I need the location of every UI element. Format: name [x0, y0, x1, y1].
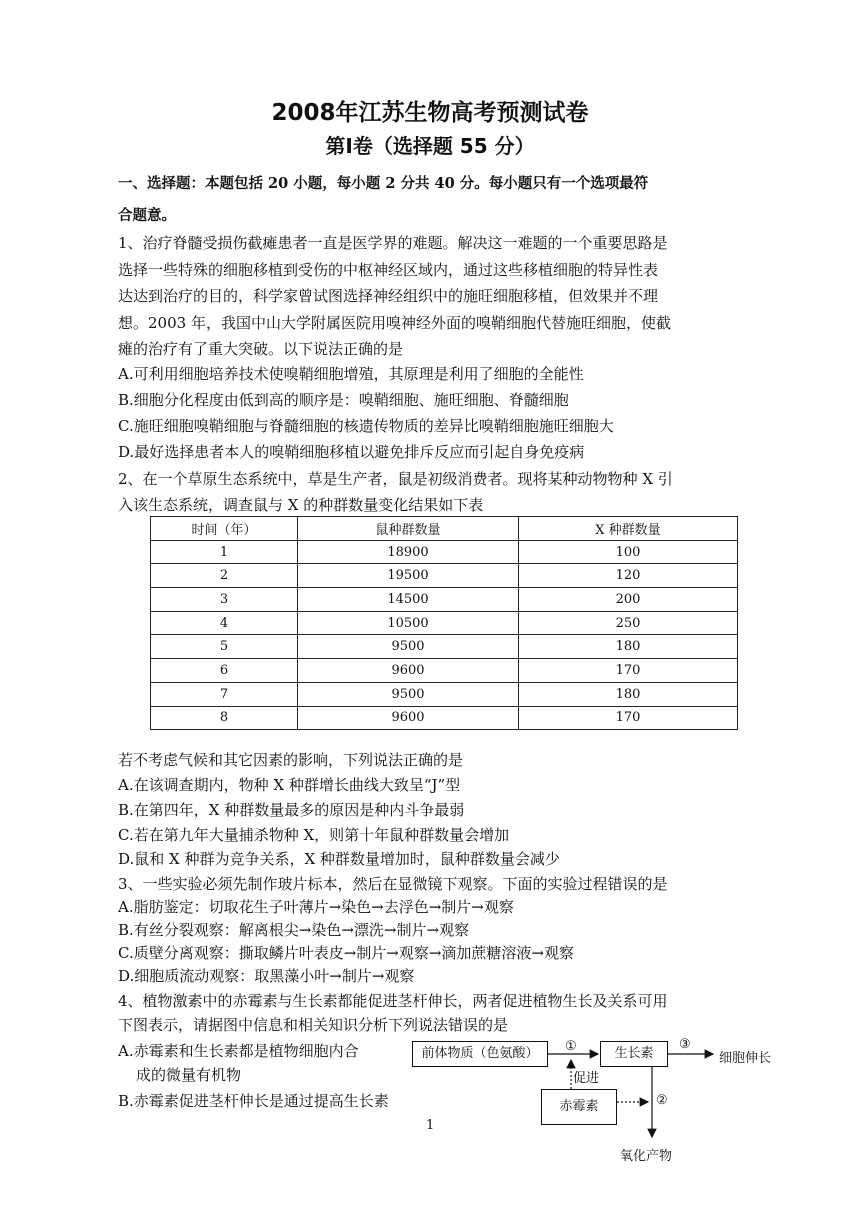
- table-row: [151, 706, 738, 730]
- table-row: [151, 611, 738, 635]
- table-cell: 14500: [298, 588, 519, 612]
- q2-option-a: A.在该调查期内，物种 X 种群增长曲线大致呈“J”型: [118, 776, 461, 794]
- auxin-box: [600, 1041, 668, 1067]
- table-cell: 1: [151, 540, 298, 564]
- table-row: [151, 635, 738, 659]
- table-cell: 6: [151, 659, 298, 683]
- q3-stem-line: 3、一些实验必须先制作玻片标本，然后在显微镜下观察。下面的实验过程错误的是: [118, 875, 668, 893]
- table-cell: 9500: [298, 635, 519, 659]
- gibberellin-label: 赤霉素: [559, 1099, 599, 1114]
- promote-label: 促进: [573, 1071, 600, 1086]
- q4-stem-line: 下图表示，请据图中信息和相关知识分析下列说法错误的是: [118, 1016, 509, 1034]
- table-row: [151, 564, 738, 588]
- table-cell: 250: [519, 611, 738, 635]
- q1-stem-line: 选择一些特殊的细胞移植到受伤的中枢神经区域内，通过这些移植细胞的特异性表: [118, 261, 659, 279]
- table-cell: 180: [519, 635, 738, 659]
- q3-option-b: B.有丝分裂观察：解离根尖→染色→漂洗→制片→观察: [118, 921, 470, 939]
- table-cell: 8: [151, 706, 298, 730]
- table-cell: 10500: [298, 611, 519, 635]
- step-1-label: ①: [565, 1039, 577, 1054]
- table-header-row: [151, 517, 738, 541]
- population-table: [150, 516, 738, 730]
- q4-option-a-line1: A.赤霉素和生长素都是植物细胞内合: [118, 1042, 359, 1060]
- table-cell: 19500: [298, 564, 519, 588]
- q3-option-c: C.质壁分离观察：撕取鳞片叶表皮→制片→观察→滴加蔗糖溶液→观察: [118, 944, 574, 962]
- table-cell: 5: [151, 635, 298, 659]
- q2-option-d: D.鼠和 X 种群为竞争关系，X 种群数量增加时，鼠种群数量会减少: [118, 850, 560, 868]
- precursor-box: [412, 1041, 548, 1067]
- q1-stem-line: 1、治疗脊髓受损伤截瘫患者一直是医学界的难题。解决这一难题的一个重要思路是: [118, 234, 668, 252]
- table-row: [151, 682, 738, 706]
- page-title: 2008年江苏生物高考预测试卷: [271, 100, 589, 126]
- table-cell: 7: [151, 682, 298, 706]
- table-row: [151, 540, 738, 564]
- table-cell: 9500: [298, 682, 519, 706]
- oxidation-label: 氧化产物: [620, 1149, 673, 1164]
- table-cell: 2: [151, 564, 298, 588]
- table-cell: 180: [519, 682, 738, 706]
- table-cell: 9600: [298, 659, 519, 683]
- page-number: 1: [426, 1118, 435, 1133]
- q1-option-d: D.最好选择患者本人的嗅鞘细胞移植以避免排斥反应而引起自身免疫病: [118, 443, 585, 461]
- table-cell: 120: [519, 564, 738, 588]
- hormone-diagram: [405, 1035, 805, 1165]
- q2-option-c: C.若在第九年大量捕杀物种 X，则第十年鼠种群数量会增加: [118, 826, 510, 844]
- table-header-cell: 时间（年）: [151, 517, 298, 541]
- table-row: [151, 588, 738, 612]
- table-cell: 18900: [298, 540, 519, 564]
- q4-option-b: B.赤霉素促进茎杆伸长是通过提高生长素: [118, 1092, 389, 1110]
- q2-stem-line: 2、在一个草原生态系统中，草是生产者，鼠是初级消费者。现将某种动物物种 X 引: [118, 470, 673, 488]
- q1-stem-line: 瘫的治疗有了重大突破。以下说法正确的是: [118, 340, 404, 358]
- q2-after-table: 若不考虑气候和其它因素的影响，下列说法正确的是: [118, 751, 464, 769]
- q1-option-a: A.可利用细胞培养技术使嗅鞘细胞增殖，其原理是利用了细胞的全能性: [118, 365, 584, 383]
- section-heading-line2: 合题意。: [118, 207, 176, 224]
- table-cell: 170: [519, 706, 738, 730]
- table-cell: 9600: [298, 706, 519, 730]
- table-cell: 4: [151, 611, 298, 635]
- precursor-label: 前体物质（色氨酸）: [421, 1046, 539, 1061]
- table-cell: 170: [519, 659, 738, 683]
- table-cell: 200: [519, 588, 738, 612]
- q2-stem-line: 入该生态系统，调查鼠与 X 的种群数量变化结果如下表: [118, 496, 484, 514]
- table-header-cell: 鼠种群数量: [298, 517, 519, 541]
- step-3-label: ③: [679, 1037, 691, 1052]
- q3-option-d: D.细胞质流动观察：取黑藻小叶→制片→观察: [118, 967, 415, 985]
- step-2-label: ②: [656, 1093, 668, 1108]
- q1-stem-line: 达达到治疗的目的，科学家曾试图选择神经组织中的施旺细胞移植，但效果并不理: [118, 287, 659, 305]
- q4-stem-line: 4、植物激素中的赤霉素与生长素都能促进茎杆伸长，两者促进植物生长及关系可用: [118, 992, 668, 1010]
- elongation-label: 细胞伸长: [719, 1051, 772, 1066]
- table-row: [151, 659, 738, 683]
- page-subtitle: 第Ⅰ卷（选择题 55 分）: [325, 134, 535, 158]
- q1-option-c: C.施旺细胞嗅鞘细胞与脊髓细胞的核遗传物质的差异比嗅鞘细胞施旺细胞大: [118, 417, 614, 435]
- q2-option-b: B.在第四年，X 种群数量最多的原因是种内斗争最弱: [118, 801, 465, 819]
- section-heading-line1: 一、选择题：本题包括 20 小题，每小题 2 分共 40 分。每小题只有一个选项最符: [118, 175, 649, 192]
- gibberellin-box: [541, 1089, 617, 1125]
- auxin-label: 生长素: [614, 1046, 654, 1061]
- table-cell: 100: [519, 540, 738, 564]
- q3-option-a: A.脂肪鉴定：切取花生子叶薄片→染色→去浮色→制片→观察: [118, 898, 514, 916]
- q1-option-b: B.细胞分化程度由低到高的顺序是：嗅鞘细胞、施旺细胞、脊髓细胞: [118, 391, 569, 409]
- table-cell: 3: [151, 588, 298, 612]
- q1-stem-line: 想。2003 年，我国中山大学附属医院用嗅神经外面的嗅鞘细胞代替施旺细胞，使截: [118, 314, 671, 332]
- table-header-cell: X 种群数量: [519, 517, 738, 541]
- q4-option-a-line2: 成的微量有机物: [136, 1066, 242, 1084]
